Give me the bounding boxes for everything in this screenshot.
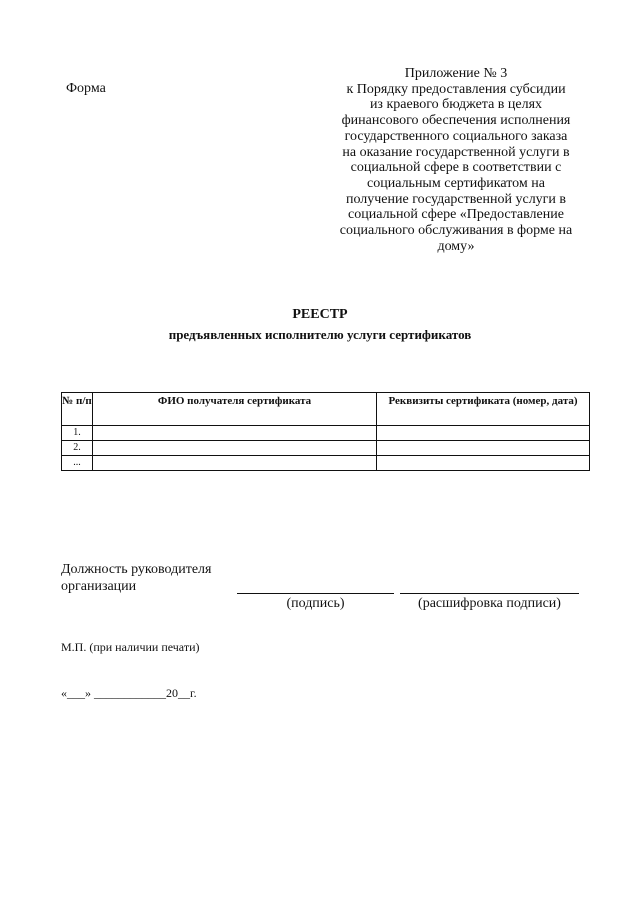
appendix-line: на оказание государственной услуги в	[342, 144, 570, 160]
appendix-line: социальной сфере в соответствии с	[350, 160, 562, 176]
appendix-line: к Порядку предоставления субсидии	[346, 81, 566, 97]
decoding-caption: (расшифровка подписи)	[418, 596, 561, 611]
document-title: РЕЕСТР	[292, 307, 348, 322]
date-line: «___» ____________20__г.	[61, 686, 197, 700]
table-row	[62, 441, 590, 456]
table-cell-recipient	[93, 456, 377, 471]
registry-table	[61, 392, 590, 471]
table-cell-certificate	[377, 426, 590, 441]
table-cell-number: ...	[62, 456, 93, 471]
table-cell-number: 2.	[62, 441, 93, 456]
appendix-line: из краевого бюджета в целях	[369, 97, 543, 113]
signature-caption: (подпись)	[286, 596, 345, 611]
appendix-line: социальным сертификатом на	[367, 175, 545, 191]
appendix-line: социальной сфере «Предоставление	[348, 207, 564, 223]
table-cell-certificate	[377, 456, 590, 471]
decoding-line	[400, 593, 579, 594]
appendix-line: Приложение № 3	[404, 66, 508, 81]
form-label: Форма	[66, 81, 106, 96]
table-cell-recipient	[93, 426, 377, 441]
table-cell-number: 1.	[62, 426, 93, 441]
appendix-line: дому»	[437, 238, 475, 254]
table-header-row	[62, 393, 590, 426]
table-cell-recipient	[93, 441, 377, 456]
appendix-block	[322, 66, 590, 254]
signature-line	[237, 593, 394, 594]
column-header-certificate: Реквизиты сертификата (номер, дата)	[377, 393, 590, 426]
stamp-note: М.П. (при наличии печати)	[61, 640, 200, 654]
appendix-line: социального обслуживания в форме на	[339, 223, 573, 239]
appendix-line: получение государственной услуги в	[345, 191, 567, 207]
position-label: Должность руководителя организации	[61, 562, 212, 594]
table-row	[62, 456, 590, 471]
table-cell-certificate	[377, 441, 590, 456]
column-header-number: № п/п	[62, 393, 93, 426]
appendix-line: финансового обеспечения исполнения	[341, 113, 571, 129]
appendix-line: государственного социального заказа	[344, 128, 568, 144]
table-row	[62, 426, 590, 441]
document-subtitle: предъявленных исполнителю услуги сертификатов	[168, 327, 472, 342]
column-header-recipient: ФИО получателя сертификата	[93, 393, 377, 426]
